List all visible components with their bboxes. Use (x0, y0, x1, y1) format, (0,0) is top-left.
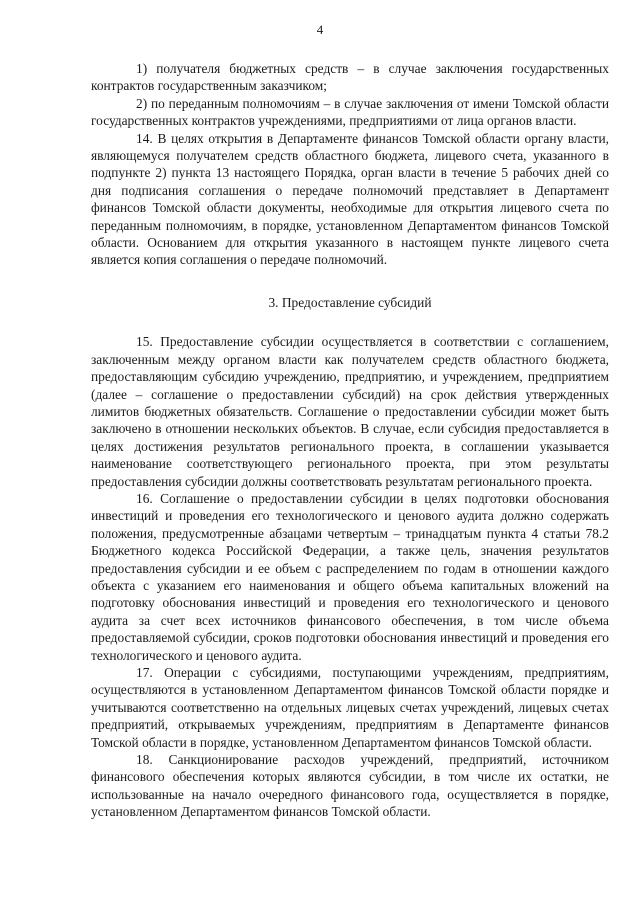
paragraph-18: 18. Санкционирование расходов учреждений, предприятий, источником финансового обеспечения которых являются субсидии, в том числе их остатки, не использованные на начало очередного финансового года, осуществляется в порядке, установленном Департаментом финансов Томской области. (91, 752, 609, 820)
paragraph-17: 17. Операции с субсидиями, поступающими учреждениям, предприятиям, осуществляются в установленном Департаментом финансов Томской области порядке и учитываются соответственно на отдельных лицевых счетах учреждений, лицевых счетах предприятий, открываемых учреждениям, предприятиям в Департаменте финансов Томской области в порядке, установленном Департаментом финансов Томской области. (91, 665, 609, 750)
paragraph-subitem-2: 2) по переданным полномочиям – в случае заключения от имени Томской области государственных контрактов учреждениями, предприятиями от лица органов власти. (91, 95, 609, 129)
page-number: 4 (316, 22, 324, 37)
paragraph-subitem-1: 1) получателя бюджетных средств – в случае заключения государственных контрактов государственным заказчиком; (91, 61, 609, 94)
document-body (91, 60, 609, 821)
paragraph-16: 16. Соглашение о предоставлении субсидии в целях подготовки обоснования инвестиций и проведения его технологического и ценового аудита должно содержать положения, предусмотренные абзацами четвертым – тринадцатым пункта 4 статьи 78.2 Бюджетного кодекса Российской Федерации, а также цель, значения результатов предоставления субсидии и ее объем с распределением по годам в отношении каждого объекта с указанием его наименования и общего объема капитальных вложений на подготовку обоснования инвестиций и проведения его технологического и ценового аудита за счет всех источников финансового обеспечения, в том числе объема предоставляемой субсидии, сроков подготовки обоснования инвестиций и проведения его технологического и ценового аудита. (91, 490, 609, 663)
section-heading: 3. Предоставление субсидий (268, 294, 432, 310)
paragraph-14: 14. В целях открытия в Департаменте финансов Томской области органу власти, являющемуся получателем средств областного бюджета, лицевого счета, указанного в подпункте 2) пункта 13 настоящего Порядка, орган власти в течение 5 рабочих дней со дня подписания соглашения о передаче полномочий представляет в Департамент финансов Томской области документы, необходимые для открытия лицевого счета по переданным полномочиям, в порядке, установленном Департаментом финансов Томской области. Основанием для открытия указанного в настоящем пункте лицевого счета является копия соглашения о передаче полномочий. (91, 130, 609, 268)
paragraph-15: 15. Предоставление субсидии осуществляется в соответствии с соглашением, заключенным между органом власти как получателем средств областного бюджета, предоставляющим субсидию учреждению, предприятию, и учреждением, предприятием (далее – соглашение о предоставлении субсидий) на срок действия утвержденных лимитов бюджетных обязательств. Соглашение о предоставлении субсидии может быть заключено в отношении нескольких объектов. В случае, если субсидия предоставляется в целях достижения результатов регионального проекта, в соглашении указывается наименование соответствующего регионального проекта, при этом результаты предоставления субсидии должны соответствовать результатам регионального проекта. (91, 334, 609, 489)
